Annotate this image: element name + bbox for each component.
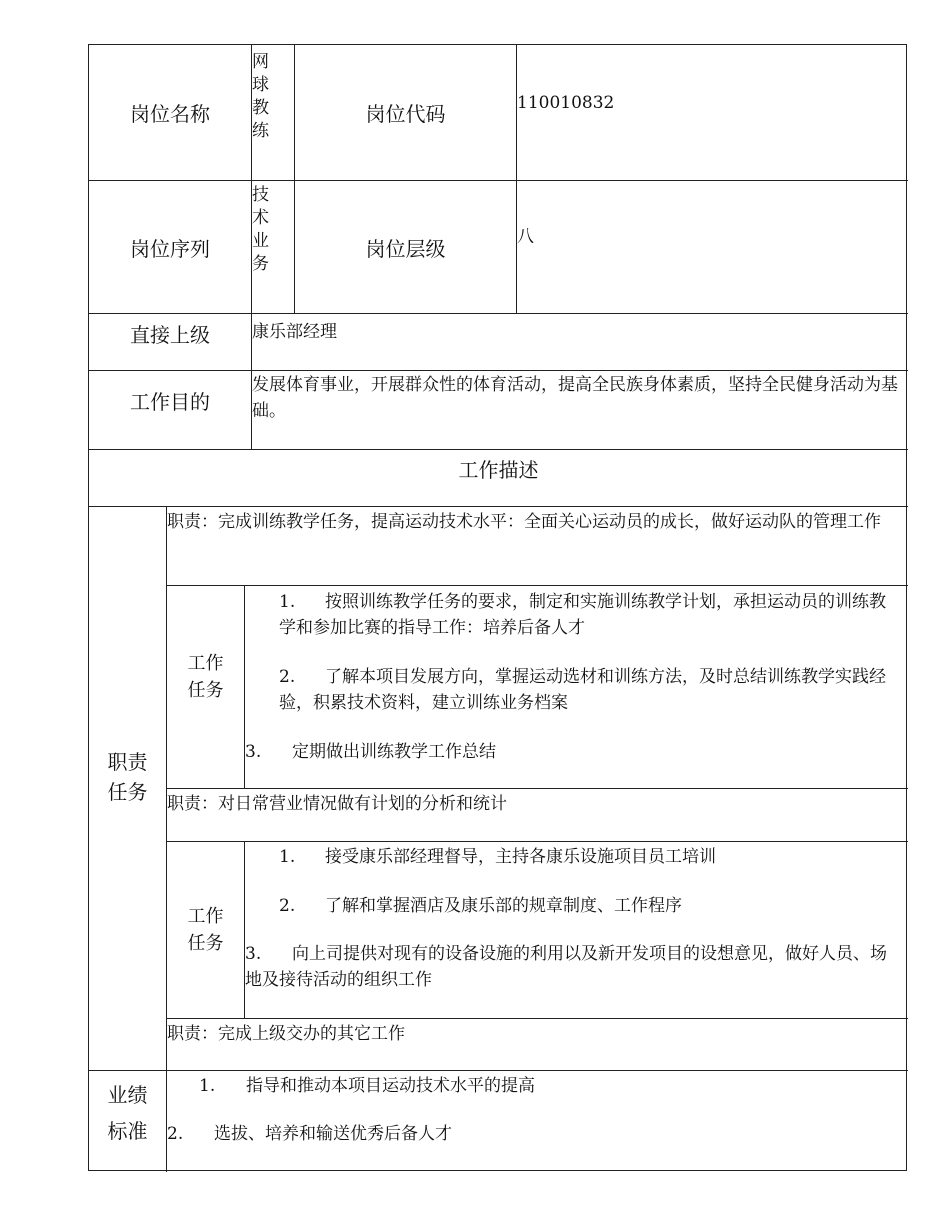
task-text: 了解和掌握酒店及康乐部的规章制度、工作程序	[325, 896, 682, 916]
performance-label: 业绩标准	[107, 1083, 148, 1143]
task-text: 了解本项目发展方向，掌握运动选材和训练方法，及时总结训练教学实践经验，积累技术资料，建立训练业务档案	[279, 667, 886, 713]
performance-number: 2.	[167, 1124, 184, 1144]
post-code-label: 岗位代码	[365, 102, 446, 126]
task-2-3	[245, 941, 895, 993]
col-divider	[516, 45, 517, 313]
task-1-3	[245, 739, 895, 765]
purpose-label: 工作目的	[130, 389, 210, 414]
purpose-value: 发展体育事业，开展群众性的体育活动，提高全民族身体素质，坚持全民健身活动为基础。	[252, 375, 898, 421]
tasks-1-label: 工作任务	[187, 653, 224, 701]
col-divider	[166, 506, 167, 1172]
post-level-label: 岗位层级	[365, 236, 446, 261]
row-divider	[89, 1070, 908, 1071]
row-divider	[167, 585, 908, 586]
task-number: 1.	[279, 592, 296, 612]
performance-text: 指导和推动本项目运动技术水平的提高	[246, 1076, 535, 1096]
task-1-1	[279, 589, 889, 641]
row-divider	[167, 841, 908, 842]
duty-1-text: 职责：完成训练教学任务，提高运动技术水平：全面关心运动员的成长，做好运动队的管理工作	[167, 512, 881, 532]
task-number: 2.	[279, 667, 296, 687]
task-text: 定期做出训练教学工作总结	[292, 742, 496, 762]
task-1-2	[279, 664, 889, 716]
superior-label: 直接上级	[130, 322, 210, 347]
row-divider	[167, 1018, 908, 1019]
task-text: 向上司提供对现有的设备设施的利用以及新开发项目的设想意见，做好人员、场地及接待活动的组织工作	[245, 944, 887, 990]
work-description-title: 工作描述	[458, 457, 539, 482]
duty-3-text: 职责：完成上级交办的其它工作	[167, 1024, 405, 1044]
post-series-label: 岗位序列	[130, 236, 210, 261]
task-text: 按照训练教学任务的要求，制定和实施训练教学计划，承担运动员的训练教学和参加比赛的指导工作：培养后备人才	[279, 592, 886, 638]
task-number: 1.	[279, 847, 296, 867]
superior-value: 康乐部经理	[252, 322, 337, 342]
row-divider	[89, 506, 908, 507]
task-text: 接受康乐部经理督导，主持各康乐设施项目员工培训	[325, 847, 716, 867]
task-number: 3.	[245, 944, 262, 964]
post-code-value: 110010832	[517, 93, 615, 113]
duty-section-label: 职责任务	[107, 750, 148, 804]
task-2-1	[279, 844, 889, 870]
performance-item-1	[199, 1073, 889, 1099]
post-name-label: 岗位名称	[130, 102, 210, 126]
row-divider	[167, 788, 908, 789]
tasks-2-label: 工作任务	[187, 906, 224, 954]
performance-number: 1.	[199, 1076, 216, 1096]
duty-2-text: 职责：对日常营业情况做有计划的分析和统计	[167, 794, 507, 814]
performance-item-2	[167, 1121, 887, 1147]
performance-text: 选拔、培养和输送优秀后备人才	[214, 1124, 452, 1144]
task-number: 3.	[245, 742, 262, 762]
task-number: 2.	[279, 896, 296, 916]
job-description-table	[88, 44, 907, 1171]
post-level-value: 八	[517, 227, 534, 247]
task-2-2	[279, 893, 889, 919]
post-series-value: 技术业务	[252, 185, 269, 274]
post-name-value: 网球教练	[252, 52, 269, 141]
